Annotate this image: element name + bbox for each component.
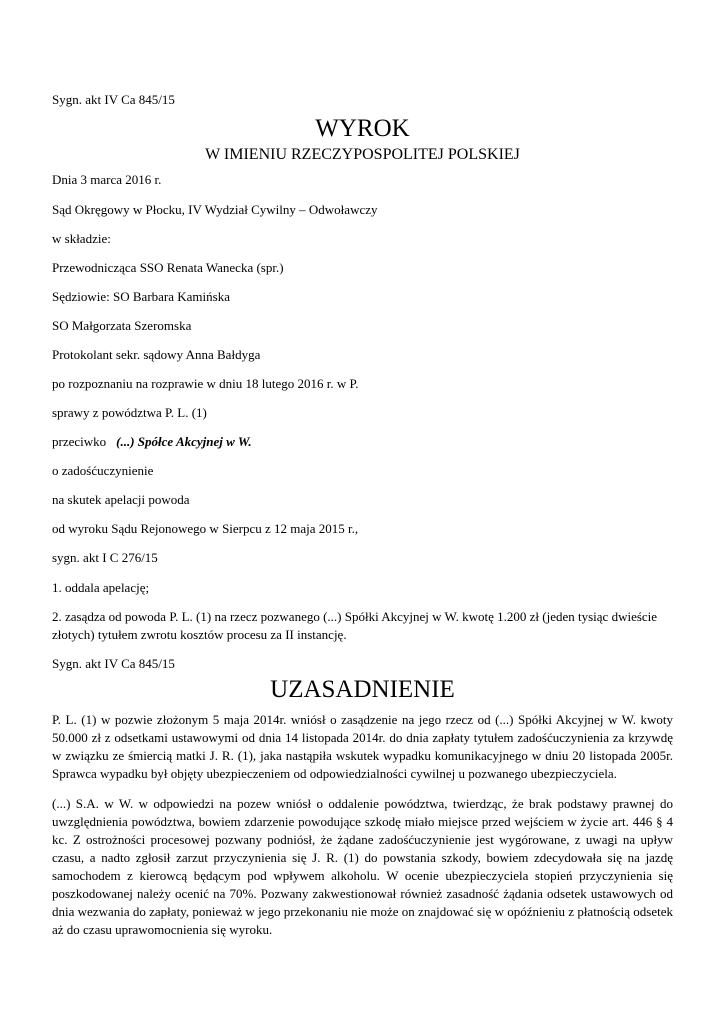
verdict-subtitle: W IMIENIU RZECZYPOSPOLITEJ POLSKIEJ (205, 146, 520, 163)
defendant-name: (...) Spółce Akcyjnej w W. (116, 434, 252, 449)
hearing-info: po rozpoznaniu na rozprawie w dniu 18 lutego 2016 r. w P. (52, 376, 359, 391)
verdict-title: WYROK (315, 115, 410, 142)
appeal-basis: na skutek apelacji powoda (52, 492, 190, 507)
presiding-judge: Przewodnicząca SSO Renata Wanecka (spr.) (52, 260, 284, 275)
case-plaintiff: sprawy z powództwa P. L. (1) (52, 405, 207, 420)
judge-second: SO Małgorzata Szeromska (52, 318, 192, 333)
verdict-date: Dnia 3 marca 2016 r. (52, 172, 162, 187)
justification-signature: Sygn. akt IV Ca 845/15 (52, 656, 175, 671)
justification-title: UZASADNIENIE (270, 676, 455, 703)
court-name: Sąd Okręgowy w Płocku, IV Wydział Cywilny – Odwoławczy (52, 202, 378, 217)
lower-court-ref: sygn. akt I C 276/15 (52, 550, 158, 565)
ruling-point-1: 1. oddala apelację; (52, 580, 150, 595)
against-line (52, 434, 252, 450)
against-label: przeciwko (52, 434, 107, 449)
composition-label: w składzie: (52, 231, 111, 246)
ruling-point-2-line-1: 2. zasądza od powoda P. L. (1) na rzecz pozwanego (...) Spółki Akcyjnej w W. kwotę 1.200 zł (jeden tysiąc dwieście (52, 609, 658, 624)
justification-paragraph-1: P. L. (1) w pozwie złożonym 5 maja 2014r. wniósł o zasądzenie na jego rzecz od (...) Spółki Akcyjnej w W. kwoty 50.000 zł z odsetkami ustawowymi od dnia 14 listopada 2014r. do dnia zapłaty tytułem zadośćuczynienia za krzywdę w związku ze śmiercią matki J. R. (1), jaka nastąpiła wskutek wypadku komunikacyjnego w dniu 20 listopada 2005r. Sprawca wypadku był objęty ubezpieczeniem od odpowiedzialności cywilnej u pozwanego ubezpieczyciela. (52, 712, 673, 781)
court-clerk: Protokolant sekr. sądowy Anna Bałdyga (52, 347, 261, 362)
case-subject: o zadośćuczynienie (52, 463, 154, 478)
justification-paragraph-2: (...) S.A. w W. w odpowiedzi na pozew wniósł o oddalenie powództwa, twierdząc, że brak podstawy prawnej do uwzględnienia powództwa, bowiem zdarzenie powodujące szkodę miało miejsce przed wejściem w życie art. 446 § 4 kc. Z ostrożności procesowej pozwany podniósł, że żądane zadośćuczynienie jest wygórowane, z uwagi na upływ czasu, a nadto zgłosił zarzut przyczynienia się J. R. (1) do powstania szkody, bowiem zdecydowała się na jazdę samochodem z kierowcą będącym pod wpływem alkoholu. W ocenie ubezpieczyciela stopień przyczynienia się poszkodowanej należy ocenić na 70%. Pozwany zakwestionował również zasadność żądania odsetek ustawowych od dnia wezwania do zapłaty, ponieważ w jego przekonaniu nie może on znajdować się w opóźnieniu z płatnością odsetek aż do czasu uprawomocnienia się wyroku. (52, 796, 673, 937)
judges: Sędziowie: SO Barbara Kamińska (52, 289, 230, 304)
case-signature: Sygn. akt IV Ca 845/15 (52, 92, 175, 107)
lower-court-judgment: od wyroku Sądu Rejonowego w Sierpcu z 12 maja 2015 r., (52, 521, 359, 536)
ruling-point-2-line-2: złotych) tytułem zwrotu kosztów procesu za II instancję. (52, 627, 347, 642)
